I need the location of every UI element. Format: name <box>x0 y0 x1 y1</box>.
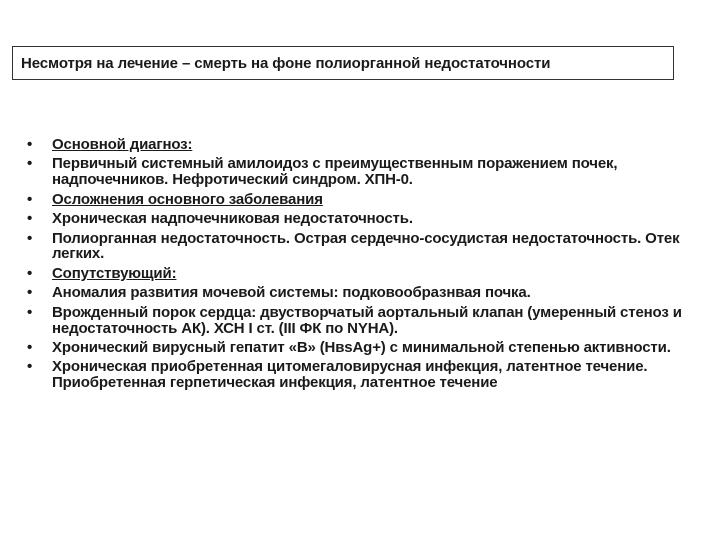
bullet-item-complications-heading <box>22 192 712 208</box>
bullet-item-amyloidosis <box>22 156 712 188</box>
bullet-text: Сопутствующий: <box>52 264 177 282</box>
bullet-item-cmv-herpes <box>22 359 712 391</box>
bullet-item-multiorgan-failure <box>22 231 712 263</box>
bullet-text: Первичный системный амилоидоз с преимущественным поражением почек, надпочечников. Нефротический синдром. ХПН-0. <box>52 155 618 189</box>
bullet-text: Аномалия развития мочевой системы: подковообразнвая почка. <box>52 284 531 302</box>
bullet-icon: • <box>27 210 33 228</box>
bullet-text: Осложнения основного заболевания <box>52 190 323 208</box>
bullet-icon: • <box>27 155 33 173</box>
title-box <box>12 46 674 80</box>
bullet-icon: • <box>27 264 33 282</box>
slide-title: Несмотря на лечение – смерть на фоне полиорганной недостаточности <box>21 54 551 72</box>
bullet-item-hepatitis-b <box>22 340 712 356</box>
bullet-icon: • <box>27 136 33 153</box>
bullet-icon: • <box>27 190 33 208</box>
bullet-item-heart-defect <box>22 305 712 337</box>
bullet-icon: • <box>27 303 33 321</box>
bullet-icon: • <box>27 358 33 376</box>
bullet-icon: • <box>27 338 33 356</box>
bullet-list <box>22 137 712 395</box>
bullet-text: Хроническая приобретенная цитомегаловирусная инфекция, латентное течение. Приобретенная герпетическая инфекция, латентное течение <box>52 358 648 392</box>
bullet-item-concomitant-heading <box>22 266 712 282</box>
bullet-icon: • <box>27 284 33 302</box>
bullet-text: Хронический вирусный гепатит «В» (HвsAg+) с минимальной степенью активности. <box>52 338 671 356</box>
bullet-item-horseshoe-kidney <box>22 285 712 301</box>
bullet-item-adrenal-insufficiency <box>22 211 712 227</box>
bullet-item-main-diagnosis-heading <box>22 137 712 153</box>
bullet-text: Врожденный порок сердца: двустворчатый аортальный клапан (умеренный стеноз и недостаточность АК). ХСН I ст. (III ФК по NYHA). <box>52 303 682 337</box>
bullet-text: Хроническая надпочечниковая недостаточность. <box>52 210 413 228</box>
bullet-text: Полиорганная недостаточность. Острая сердечно-сосудистая недостаточность. Отек легких. <box>52 229 680 263</box>
bullet-icon: • <box>27 229 33 247</box>
bullet-text: Основной диагноз: <box>52 136 193 153</box>
